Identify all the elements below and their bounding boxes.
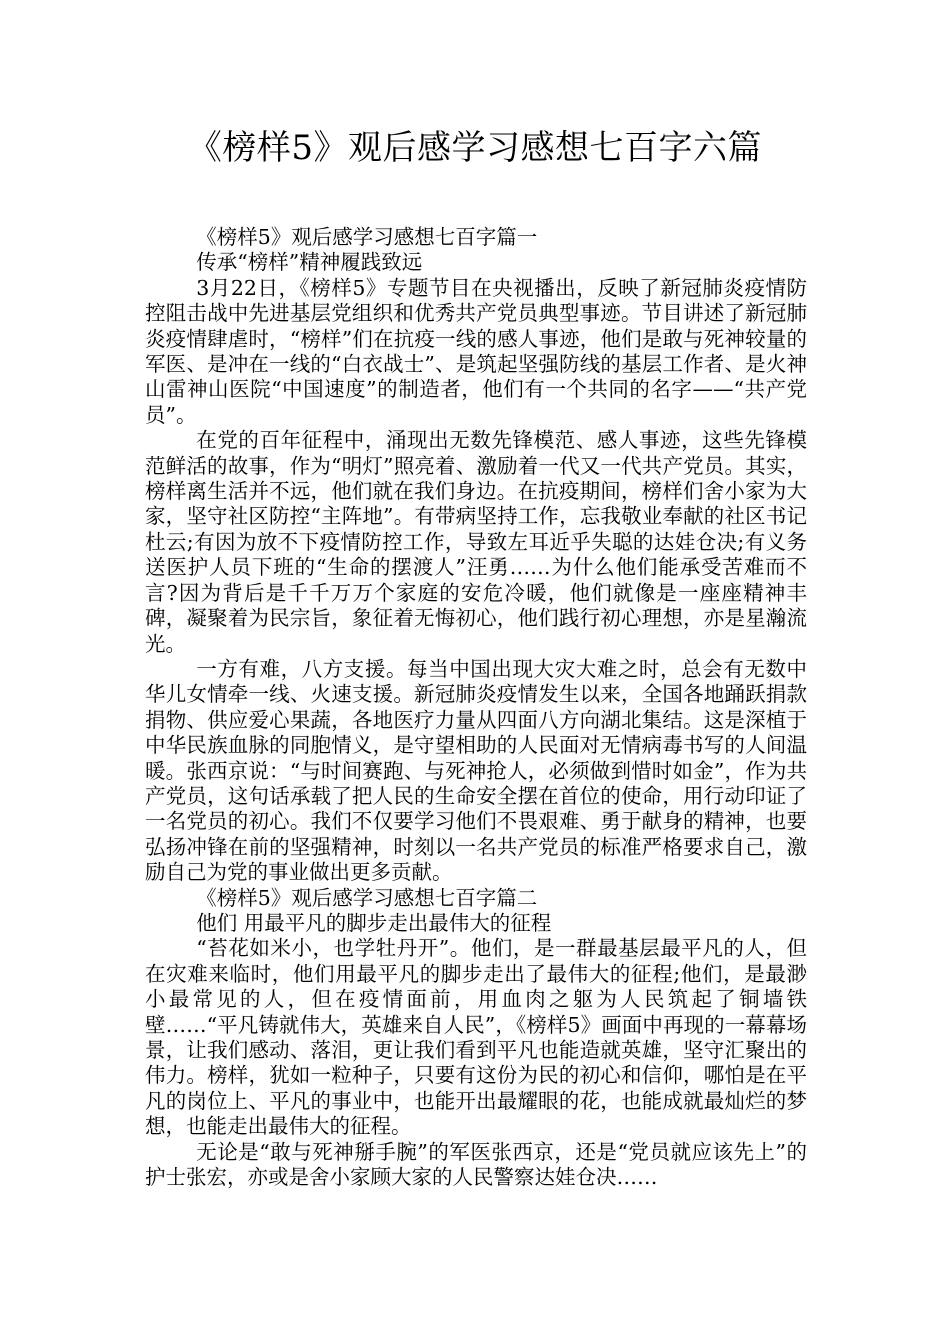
- body-paragraph: “苔花如米小，也学牡丹开”。他们，是一群最基层最平凡的人，但在灾难来临时，他们用最平凡的脚步走出了最伟大的征程;他们，是最渺小最常见的人，但在疫情面前，用血肉之躯为人民筑起了铜墙铁壁……“平凡铸就伟大，英雄来自人民”，《榜样5》画面中再现的一幕幕场景，让我们感动、落泪，更让我们看到平凡也能造就英雄，坚守汇聚出的伟力。榜样，犹如一粒种子，只要有这份为民的初心和信仰，哪怕是在平凡的岗位上、平凡的事业中，也能开出最耀眼的花，也能成就最灿烂的梦想，也能走出最伟大的征程。: [145, 936, 807, 1139]
- section-subtitle-2: 他们 用最平凡的脚步走出最伟大的征程: [196, 910, 552, 935]
- body-paragraph: 在党的百年征程中，涌现出无数先锋模范、感人事迹，这些先锋模范鲜活的故事，作为“明灯”照亮着、激励着一代又一代共产党员。其实，榜样离生活并不远，他们就在我们身边。在抗疫期间，榜样们舍小家为大家，坚守社区防控“主阵地”。有带病坚持工作，忘我敬业奉献的社区书记杜云;有因为放不下疫情防控工作，导致左耳近乎失聪的达娃仓决;有义务送医护人员下班的“生命的摆渡人”汪勇……为什么他们能承受苦难而不言?因为背后是千千万万个家庭的安危冷暖，他们就像是一座座精神丰碑，凝聚着为民宗旨，象征着无悔初心，他们践行初心理想，亦是星瀚流光。: [145, 428, 807, 656]
- document-title: 《榜样5》观后感学习感想七百字六篇: [187, 128, 763, 168]
- section-subtitle-1: 传承“榜样”精神履践致远: [196, 250, 423, 275]
- section-heading-1: 《榜样5》观后感学习感想七百字篇一: [196, 225, 538, 249]
- document-body: [145, 225, 807, 1190]
- body-paragraph: 3月22日，《榜样5》专题节目在央视播出，反映了新冠肺炎疫情防控阻击战中先进基层党组织和优秀共产党员典型事迹。节目讲述了新冠肺炎疫情肆虐时，“榜样”们在抗疫一线的感人事迹，他们是敢与死神较量的军医、是冲在一线的“白衣战士”、是筑起坚强防线的基层工作者、是火神山雷神山医院“中国速度”的制造者，他们有一个共同的名字——“共产党员”。: [145, 275, 807, 427]
- body-paragraph: 无论是“敢与死神掰手腕”的军医张西京，还是“党员就应该先上”的护士张宏，亦或是舍小家顾大家的人民警察达娃仓决……: [145, 1139, 807, 1190]
- body-paragraph: 一方有难，八方支援。每当中国出现大灾大难之时，总会有无数中华儿女情牵一线、火速支援。新冠肺炎疫情发生以来，全国各地踊跃捐款捐物、供应爱心果蔬，各地医疗力量从四面八方向湖北集结。这是深植于中华民族血脉的同胞情义，是守望相助的人民面对无情病毒书写的人间温暖。张西京说：“与时间赛跑、与死神抢人，必须做到惜时如金”，作为共产党员，这句话承载了把人民的生命安全摆在首位的使命，用行动印证了一名党员的初心。我们不仅要学习他们不畏艰难、勇于献身的精神，也要弘扬冲锋在前的坚强精神，时刻以一名共产党员的标准严格要求自己，激励自己为党的事业做出更多贡献。: [145, 656, 807, 885]
- section-heading-2: 《榜样5》观后感学习感想七百字篇二: [196, 885, 538, 910]
